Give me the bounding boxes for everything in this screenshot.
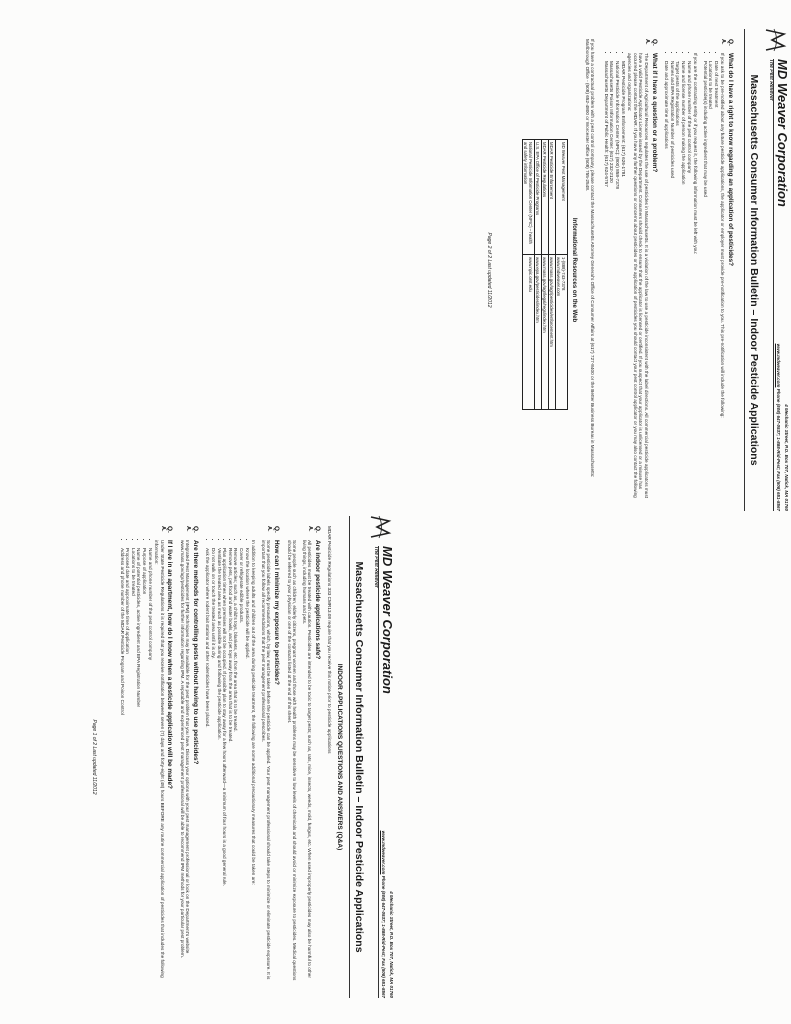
answer-label: A.: [266, 526, 273, 532]
table-row: [534, 140, 541, 410]
resource-link[interactable]: www.npic.orst.edu: [522, 255, 534, 410]
question: Are indoor pesticide applications safe?: [313, 540, 321, 660]
resources-table: [522, 139, 568, 410]
page-footer: Page 2 of 2 Last updated 11/2012: [486, 232, 492, 308]
list-item: • Proposed date and approximate time of application: [125, 548, 131, 988]
resources-title: Informational Resources on the Web: [571, 217, 578, 323]
company-name: MD Weaver Corporation: [380, 546, 395, 694]
list-item: • National Pesticide Information Center (NPIC): (800) 858-7378: [615, 61, 621, 501]
notification-list: [119, 540, 153, 988]
bulletin-page-2: [480, 25, 790, 515]
list-item: • Names and EPA Registration Number of pesticides used: [669, 61, 675, 501]
list-item: • Do not walk on or touch the treated area until it is dry.: [211, 548, 217, 988]
qa-block: [119, 526, 173, 988]
list-item: • Date of next treatment: [713, 61, 719, 501]
qa-block: [205, 526, 280, 988]
answer-paragraph: If you are the contracting entity or if you request it, the following information must be left with you:: [693, 53, 699, 255]
resource-link[interactable]: www.mass.gov/agr/legal/regs/index.htm: [541, 255, 548, 410]
question-label: Q.: [313, 526, 321, 533]
company-tagline: The Pest Reliever: [768, 59, 774, 101]
answer: If you ask to be pre-notified about any future pesticide applications, the applicator or employer must provide pre-notification to you. This pre-notification will include the following:: [720, 53, 726, 418]
question-label: Q.: [727, 39, 734, 46]
resource-name: MD Weaver Pest Management: [555, 140, 567, 255]
list-item: • Date and approximate time of applications: [664, 61, 670, 501]
closing-paragraph: If you have a contractual problem with a pest control company, please contact the Massachusetts Attorney General's Office of Consumer Affairs at (617) 727-8400 or the Better Business Bureau in Massachusetts: Marlborough Office - (508) 652-4800 or Worcester Office (508) 755-2548.: [584, 39, 596, 478]
list-item: • Cover or refrigerate edible products.: [238, 548, 244, 988]
page-footer: Page 1 of 2 Last updated 11/2012: [91, 719, 97, 795]
intro-text: MDAR Pesticide Regulations 333 CMR13.08 require that you receive this notice prior to pesticide applications: [327, 526, 333, 754]
question-label: Q.: [650, 39, 658, 46]
answer-label: A.: [644, 39, 651, 45]
list-item: • Name and license number of person making the application: [680, 61, 686, 501]
resource-link[interactable]: 1-(888)-743-7378 www.mdweaver.com: [555, 255, 567, 410]
question: Are there methods for controlling pests without having to use pesticides?: [191, 540, 199, 765]
list-item: • Ventilate the treated area as much as possible during and following the pesticide application.: [216, 548, 222, 988]
question-label: Q.: [191, 526, 199, 533]
company-phone: Phone (508) 647-0537; 1-888-Rid-Pest; Fax (508) 651-8567: [776, 388, 781, 511]
list-item: • Remove pets, pet food and water bowls, and pet toys away from the area that is to be treated.: [227, 548, 233, 988]
page-2-body: [522, 39, 740, 501]
answer-label: A.: [185, 526, 192, 532]
table-row: [555, 140, 567, 410]
precaution-list: [205, 540, 250, 988]
contacts-list: [603, 53, 625, 501]
question: How can I minimize my exposure to pesticides?: [272, 540, 280, 685]
letterhead: [361, 512, 395, 1002]
answer-paragraph: Some people such as children, elderly citizens, pregnant women and those with health problems may be sensitive to low levels of chemicals and should avoid or minimize exposure to pesticides. Medical questions should be referred to your physician or one of the contacts listed at the end of this sheet.: [286, 540, 298, 981]
answer-label: A.: [720, 39, 727, 45]
section-heading: INDOOR APPLICATIONS QUESTIONS AND ANSWERS (Q&A): [336, 663, 343, 851]
answer: The Department of Agricultural Resources regulates the use of pesticides in Massachusetts. It is a violation of the law to use a pesticide inconsistent with the label directions. All commercial pesticide applicators must have a valid Pesticide Applicator License issued by the Department. Consumers should check to ensure that the applicator is licensed or certified. If you suspect that your applicator is unlicensed or a misuse has occurred please contact the MDAR. If you have any further questions or concerns about pesticides or the application of pesticides you should contact your pest control applicator or you may also contact the following agencies and organizations:: [627, 53, 650, 499]
company-phone: Phone (508) 647-0537; 1-888-Rid-Pest; Fax (508) 651-8567: [381, 875, 386, 998]
list-item: • Address and phone number of the MDAR Pesticide Program and Poison Control: [119, 548, 125, 988]
company-logo-icon: [762, 27, 788, 53]
resource-name: MDAR Pesticide Regulations: [541, 140, 548, 255]
answer: Integrated Pest Management (IPM) techniques may be available for the pest problem that you have. Discuss your options with your pest management professional or look on the Department's website www.mass.gov/agr/pesticides for further information regarding IPM. A reputable and experienced pest management professional will be able to recommend IPM methods for your particular pest problem.: [179, 540, 191, 958]
list-item: • Name and phone number of the pest control company: [147, 548, 153, 988]
list-item: • Massachusetts Poison Information Center: (617) 232-2120: [609, 61, 615, 501]
question-label: Q.: [272, 526, 280, 533]
list-item: • Know the location where the pesticide will be applied.: [244, 548, 250, 988]
qa-block: [179, 526, 199, 988]
qa-block: [286, 526, 321, 988]
list-item: • Potential pesticide(s) including active ingredient that may be used: [702, 61, 708, 501]
resource-link[interactable]: www.mass.gov/agr/pesticides/enforcement.htm: [548, 255, 555, 410]
list-item: • Name of potential pesticides, active ingredient and EPA Registration Number: [136, 548, 142, 988]
prenotification-list: [702, 53, 719, 501]
list-item: • Plan application times when premises will not be occupied. If possible plan to stay away for a few hours afterward—a minimum of four hours is a good general rule.: [222, 548, 228, 988]
company-name: MD Weaver Corporation: [775, 59, 790, 207]
header-rule: [773, 59, 774, 511]
qa-block: [664, 39, 734, 501]
list-item: • Remove articles; such as, a child's toys, blankets, etc. from the area that is to be treated.: [233, 548, 239, 988]
question: What do I have a right to know regarding an application of pesticides?: [727, 53, 734, 267]
company-website-link[interactable]: www.mdweaver.com: [381, 830, 386, 875]
list-item: • Massachusetts Department of Public Health: (617) 624-5757: [603, 61, 609, 501]
list-item: • Name and phone number of the pest control company: [686, 61, 692, 501]
company-tagline: The Pest Reliever: [373, 546, 379, 588]
header-rule: [378, 546, 379, 998]
question: If I live in an apartment, how do I know when a pesticide application will be made?: [166, 540, 174, 789]
company-logo-icon: [367, 514, 393, 540]
company-contact: [776, 344, 781, 511]
table-row: [541, 140, 548, 410]
question: What if I have a question or a problem?: [650, 53, 658, 173]
left-info-list: [664, 53, 692, 501]
company-address: 4 Mechanic Street, P.O. Box 707, Natick, MA 01760: [784, 404, 789, 511]
bulletin-page-1: [85, 512, 395, 1002]
resource-link[interactable]: www.epa.gov/pesticides/index.htm: [534, 255, 541, 410]
resource-name: MDAR Pesticide Enforcement: [548, 140, 555, 255]
company-contact: [381, 831, 386, 998]
qa-block: [603, 39, 657, 501]
list-item: • Target pests of the applications: [675, 61, 681, 501]
answer: Some pesticide labels specify precautions, which, by law, must be taken before the pesticide can be applied. Your pest management professional should take steps to minimize or eliminate pesticide exposure. It is important that you follow all recommendations that the pest management professional prescribes.: [260, 540, 272, 980]
table-row: [548, 140, 555, 410]
list-item: • Locations to be treated: [130, 548, 136, 988]
resource-name: National Pesticide Information Center (NPIC) – health and safety information: [522, 140, 534, 255]
list-item: • Ask the applicator where rodent bait stations and other rodenticides have been placed.: [205, 548, 211, 988]
list-item: • Locations to be treated: [708, 61, 714, 501]
title-rule: [744, 29, 745, 511]
answer-paragraph: In addition to keeping adults and children out of the area during pesticide treatment, the following are some additional precautionary measures that could be taken are:: [251, 540, 257, 885]
answer: Under State Pesticide Regulations it is required that you receive notification between seven (7) days and forty-eight (48) hours BEFORE any routine commercial application of pesticides that includes the following information:: [154, 540, 165, 978]
bulletin-title: Massachusetts Consumer Information Bulletin – Indoor Pesticide Applications: [748, 74, 760, 466]
answer-label: A.: [159, 526, 166, 532]
resource-name: U.S. EPA Office of Pesticide Programs: [534, 140, 541, 255]
question-label: Q.: [166, 526, 174, 533]
list-item: • MDAR Pesticide Program Enforcement: (617) 626-1781: [620, 61, 626, 501]
letterhead: [756, 25, 790, 515]
list-item: • Purpose of application: [141, 548, 147, 988]
table-row: [522, 140, 534, 410]
company-address: 4 Mechanic Street, P.O. Box 707, Natick, MA 01760: [389, 891, 394, 998]
bulletin-title: Massachusetts Consumer Information Bulletin – Indoor Pesticide Applications: [353, 561, 365, 953]
answer-label: A.: [307, 526, 314, 532]
company-website-link[interactable]: www.mdweaver.com: [776, 343, 781, 388]
page-1-body: [119, 526, 345, 988]
answer: All pesticides must be treated with caution. Pesticides are intended to be toxic to target pests; such as, rats, mice, insects, weeds, mold, fungus, etc. When used improperly pesticides may also be harmful to other living things, including humans and pets.: [301, 540, 313, 978]
title-rule: [349, 516, 350, 998]
